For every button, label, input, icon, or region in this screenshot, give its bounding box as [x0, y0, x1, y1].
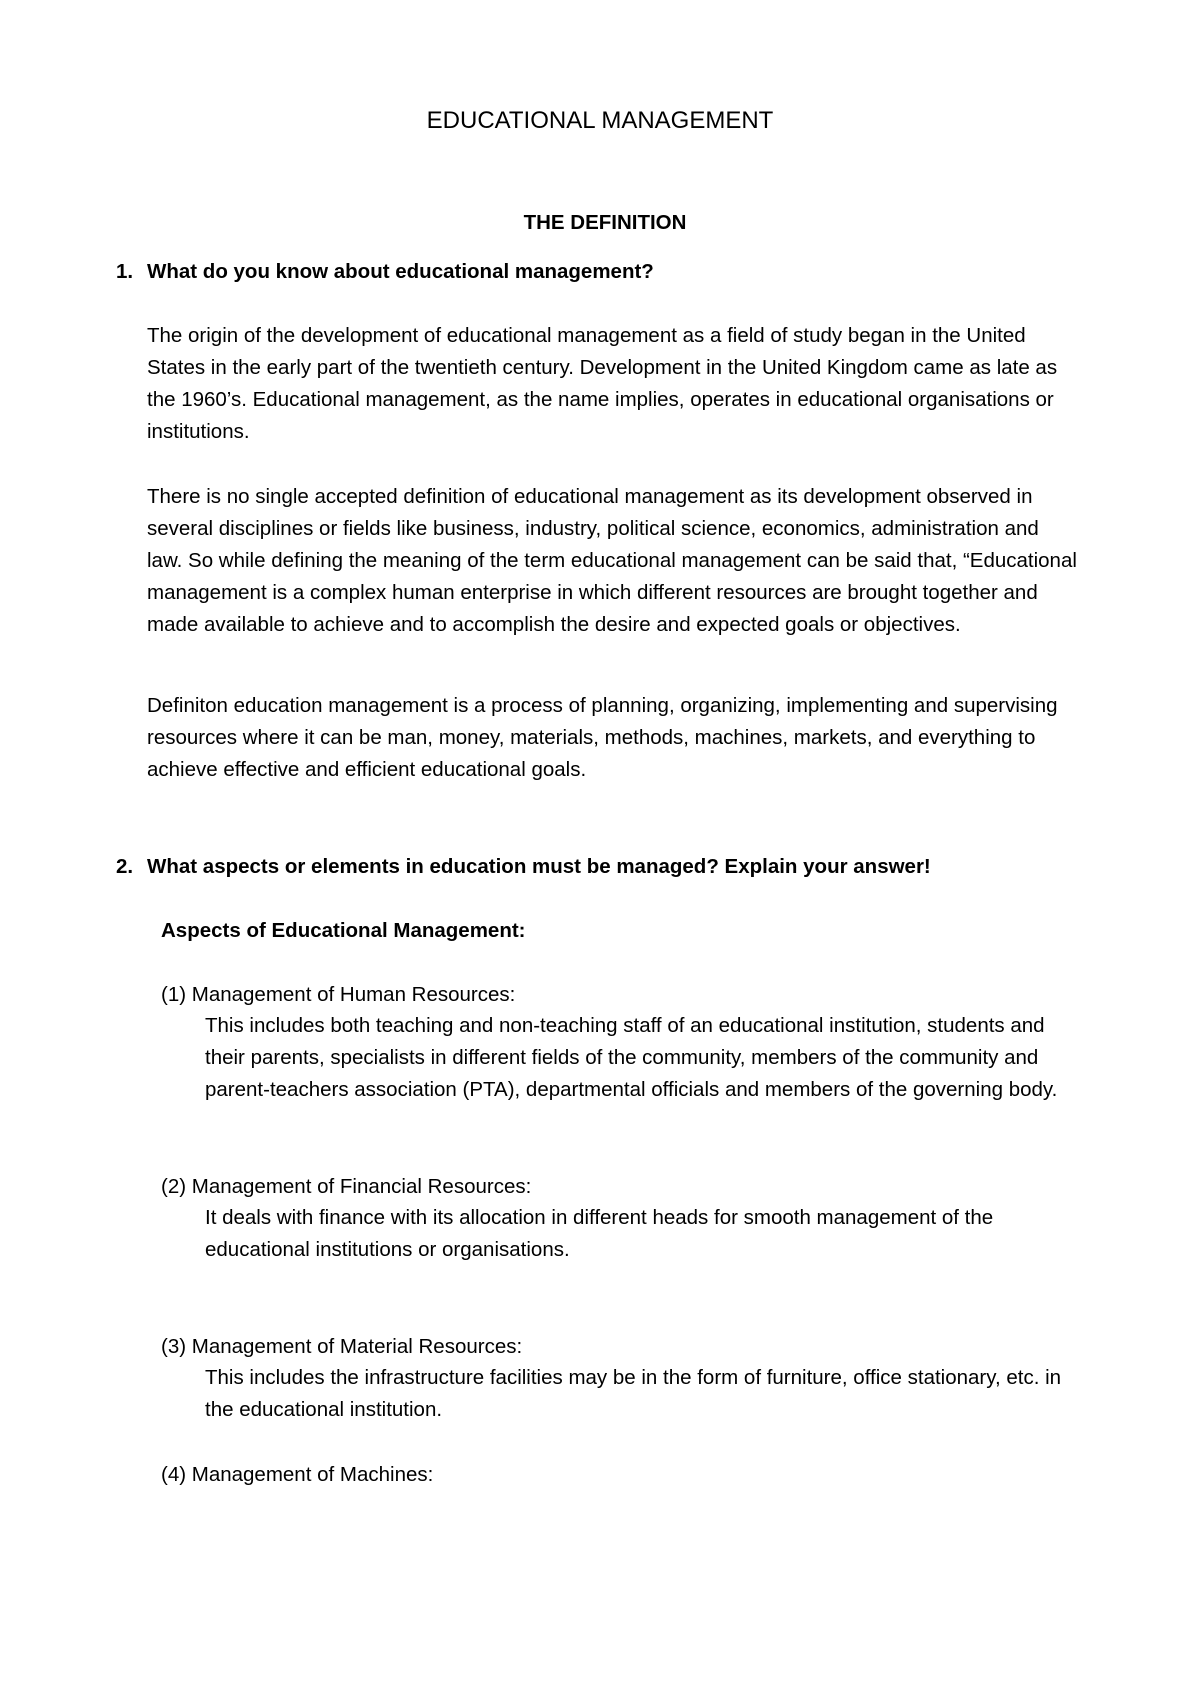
question-2-number: 2.	[116, 855, 134, 878]
paragraph-definiton-process: Definiton education management is a process of planning, organizing, implementing and supervising resources where it can be man, money, materials, methods, machines, markets, and everything to achieve effective and efficient educational goals.	[147, 694, 1058, 781]
paragraph-origin: The origin of the development of educational management as a field of study began in the United States in the early part of the twentieth century. Development in the United Kingdom came as late as the 1960’s. Educational management, as the name implies, operates in educational organisations or institutions.	[147, 324, 1058, 443]
aspect-desc-financial-resources: It deals with finance with its allocation in different heads for smooth management of the educational institutions or organisations.	[205, 1206, 994, 1261]
document-title: EDUCATIONAL MANAGEMENT	[426, 107, 774, 134]
aspects-heading: Aspects of Educational Management:	[161, 919, 526, 942]
question-2-text: What aspects or elements in education must be managed? Explain your answer!	[147, 855, 931, 878]
aspect-title-machines: (4) Management of Machines:	[161, 1463, 434, 1486]
section-title: THE DEFINITION	[523, 211, 687, 234]
question-1-number: 1.	[116, 260, 134, 283]
paragraph-definition: There is no single accepted definition of educational management as its development observed in several disciplines or fields like business, industry, political science, economics, administration and law. So while defining the meaning of the term educational management can be said that, “Educational management is a complex human enterprise in which different resources are brought together and made available to achieve and to accomplish the desire and expected goals or objectives.	[147, 485, 1077, 636]
question-1-text: What do you know about educational management?	[147, 260, 654, 283]
aspect-title-human-resources: (1) Management of Human Resources:	[161, 983, 516, 1006]
aspect-title-financial-resources: (2) Management of Financial Resources:	[161, 1175, 532, 1198]
aspect-desc-material-resources: This includes the infrastructure facilities may be in the form of furniture, office stationary, etc. in the educational institution.	[205, 1366, 1062, 1421]
aspect-title-material-resources: (3) Management of Material Resources:	[161, 1335, 523, 1358]
aspect-desc-human-resources: This includes both teaching and non-teaching staff of an educational institution, students and their parents, specialists in different fields of the community, members of the community and parent-teachers association (PTA), departmental officials and members of the governing body.	[205, 1014, 1058, 1101]
